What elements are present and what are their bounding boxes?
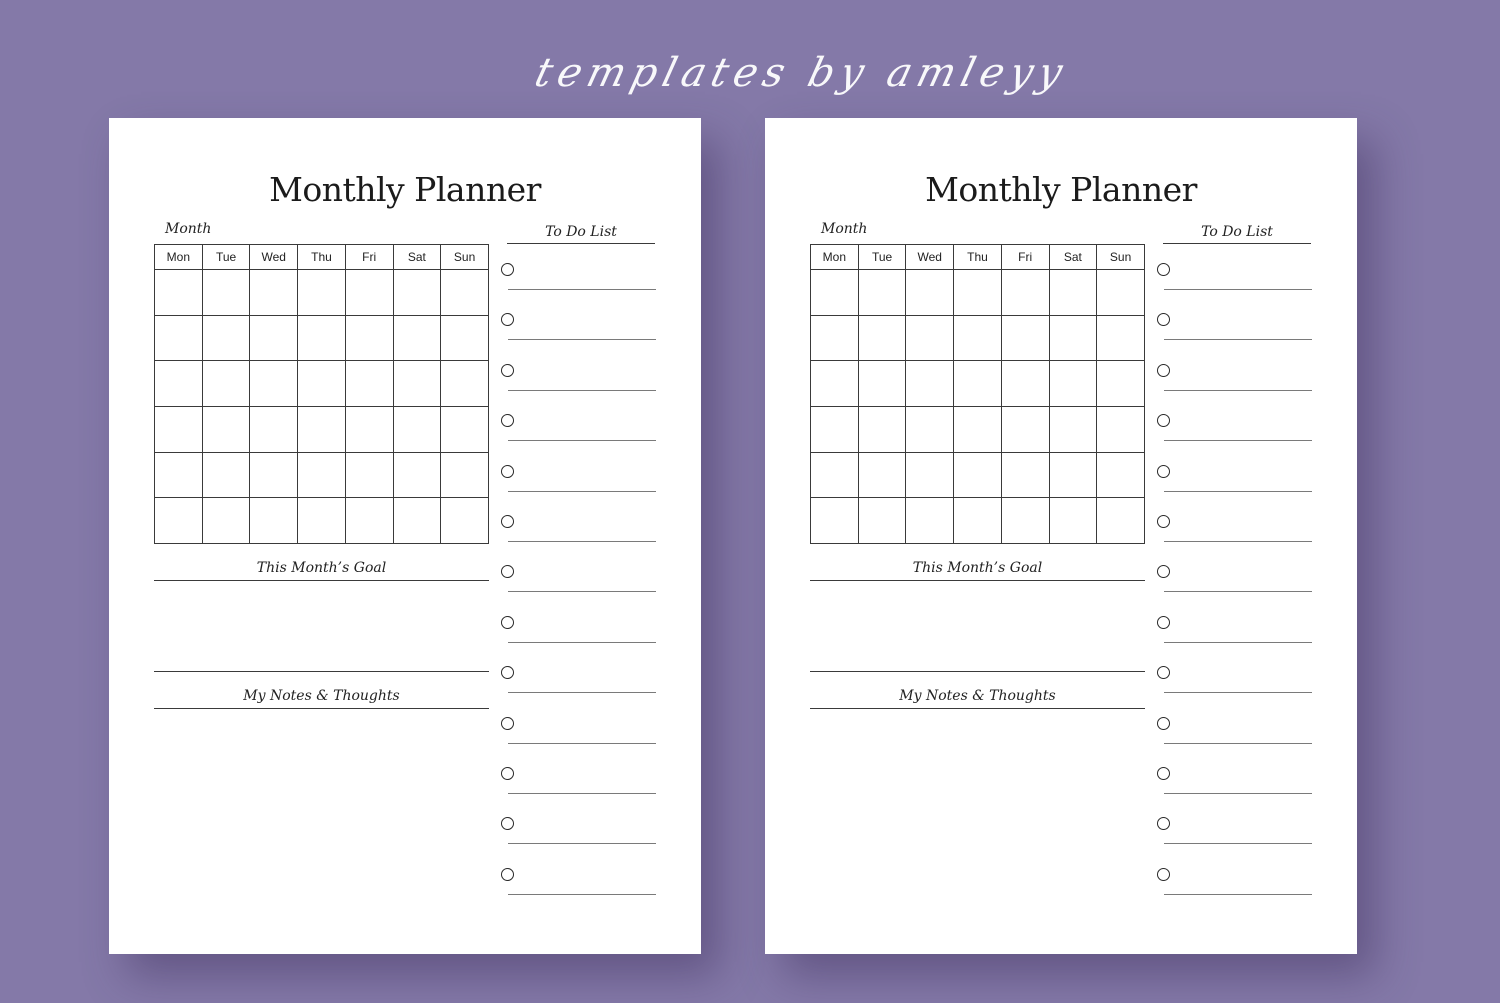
calendar-day-cell[interactable] <box>906 361 954 407</box>
calendar-day-cell[interactable] <box>954 406 1002 452</box>
calendar-week-row <box>811 498 1145 544</box>
todo-item <box>501 356 657 406</box>
todo-item <box>501 608 657 658</box>
goal-rule-top <box>154 580 489 581</box>
calendar-day-cell[interactable] <box>1049 406 1097 452</box>
calendar-day-cell[interactable] <box>155 406 203 452</box>
calendar-day-cell[interactable] <box>811 270 859 316</box>
weekday-header: Sun <box>441 245 489 270</box>
calendar-day-cell[interactable] <box>1049 315 1097 361</box>
brand-watermark: templates by amleyy <box>530 50 1074 96</box>
calendar-day-cell[interactable] <box>1097 270 1145 316</box>
calendar-day-cell[interactable] <box>441 361 489 407</box>
calendar-day-cell[interactable] <box>345 406 393 452</box>
todo-line[interactable] <box>1164 843 1312 844</box>
todo-line[interactable] <box>1164 390 1312 391</box>
month-label: Month <box>821 221 868 237</box>
todo-line[interactable] <box>508 440 656 441</box>
calendar-grid <box>810 244 1145 544</box>
todo-checkbox[interactable] <box>1157 616 1170 629</box>
calendar-day-cell[interactable] <box>298 498 346 544</box>
calendar-day-cell[interactable] <box>906 406 954 452</box>
calendar-day-cell[interactable] <box>1049 498 1097 544</box>
weekday-header: Thu <box>954 245 1002 270</box>
weekday-header: Wed <box>906 245 954 270</box>
calendar-day-cell[interactable] <box>202 406 250 452</box>
todo-line[interactable] <box>508 692 656 693</box>
todo-line[interactable] <box>508 894 656 895</box>
weekday-header: Sun <box>1097 245 1145 270</box>
page-title: Monthly Planner <box>269 170 541 209</box>
todo-heading: To Do List <box>545 224 617 240</box>
notes-rule <box>810 708 1145 709</box>
calendar-week-row <box>155 452 489 498</box>
todo-item <box>501 759 657 809</box>
calendar-day-cell[interactable] <box>298 361 346 407</box>
planner-page-right <box>765 118 1357 954</box>
todo-checkbox[interactable] <box>1157 868 1170 881</box>
calendar-day-cell[interactable] <box>202 361 250 407</box>
weekday-header-row <box>811 245 1145 270</box>
calendar-day-cell[interactable] <box>1097 406 1145 452</box>
todo-item <box>1157 860 1313 910</box>
todo-checkbox[interactable] <box>501 364 514 377</box>
notes-heading: My Notes & Thoughts <box>243 688 400 704</box>
calendar-day-cell[interactable] <box>155 452 203 498</box>
calendar-day-cell[interactable] <box>345 361 393 407</box>
page-title: Monthly Planner <box>925 170 1197 209</box>
calendar-day-cell[interactable] <box>906 498 954 544</box>
todo-item <box>501 860 657 910</box>
calendar-week-row <box>811 270 1145 316</box>
calendar-day-cell[interactable] <box>858 270 906 316</box>
calendar-day-cell[interactable] <box>811 452 859 498</box>
weekday-header-row <box>155 245 489 270</box>
weekday-header: Tue <box>202 245 250 270</box>
todo-line[interactable] <box>1164 692 1312 693</box>
calendar-day-cell[interactable] <box>250 452 298 498</box>
notes-heading: My Notes & Thoughts <box>899 688 1056 704</box>
todo-item <box>501 557 657 607</box>
todo-item <box>1157 658 1313 708</box>
calendar-day-cell[interactable] <box>811 315 859 361</box>
notes-rule <box>154 708 489 709</box>
todo-checkbox[interactable] <box>1157 313 1170 326</box>
todo-item <box>1157 557 1313 607</box>
goal-rule-bottom <box>154 671 489 672</box>
calendar-day-cell[interactable] <box>250 270 298 316</box>
weekday-header: Wed <box>250 245 298 270</box>
todo-item <box>501 709 657 759</box>
calendar-day-cell[interactable] <box>250 406 298 452</box>
calendar-day-cell[interactable] <box>202 270 250 316</box>
todo-item <box>1157 507 1313 557</box>
calendar-day-cell[interactable] <box>345 270 393 316</box>
todo-line[interactable] <box>1164 289 1312 290</box>
todo-checkbox[interactable] <box>1157 414 1170 427</box>
calendar-week-row <box>811 315 1145 361</box>
goal-rule-bottom <box>810 671 1145 672</box>
todo-item <box>1157 457 1313 507</box>
calendar-week-row <box>155 406 489 452</box>
calendar-day-cell[interactable] <box>202 315 250 361</box>
todo-line[interactable] <box>508 390 656 391</box>
todo-line[interactable] <box>508 591 656 592</box>
calendar-day-cell[interactable] <box>954 498 1002 544</box>
month-label: Month <box>165 221 212 237</box>
calendar-day-cell[interactable] <box>954 315 1002 361</box>
calendar-week-row <box>155 315 489 361</box>
calendar-day-cell[interactable] <box>1097 361 1145 407</box>
todo-item <box>1157 809 1313 859</box>
todo-checkbox[interactable] <box>1157 666 1170 679</box>
calendar-day-cell[interactable] <box>441 498 489 544</box>
goal-heading: This Month’s Goal <box>912 560 1043 576</box>
calendar-day-cell[interactable] <box>393 315 441 361</box>
todo-item <box>1157 759 1313 809</box>
calendar-day-cell[interactable] <box>858 452 906 498</box>
todo-line[interactable] <box>1164 440 1312 441</box>
calendar-day-cell[interactable] <box>345 498 393 544</box>
calendar-day-cell[interactable] <box>250 361 298 407</box>
todo-line[interactable] <box>508 843 656 844</box>
todo-item <box>501 305 657 355</box>
goal-rule-top <box>810 580 1145 581</box>
calendar-day-cell[interactable] <box>811 406 859 452</box>
todo-checkbox[interactable] <box>501 616 514 629</box>
calendar-day-cell[interactable] <box>1049 270 1097 316</box>
calendar-day-cell[interactable] <box>441 315 489 361</box>
todo-checkbox[interactable] <box>1157 717 1170 730</box>
todo-line[interactable] <box>1164 642 1312 643</box>
todo-line[interactable] <box>508 541 656 542</box>
weekday-header: Fri <box>345 245 393 270</box>
calendar-day-cell[interactable] <box>155 361 203 407</box>
todo-checkbox[interactable] <box>501 313 514 326</box>
calendar-day-cell[interactable] <box>811 361 859 407</box>
todo-line[interactable] <box>1164 491 1312 492</box>
calendar-day-cell[interactable] <box>393 498 441 544</box>
calendar-week-row <box>155 361 489 407</box>
todo-checkbox[interactable] <box>501 817 514 830</box>
todo-line[interactable] <box>508 289 656 290</box>
calendar-day-cell[interactable] <box>250 498 298 544</box>
calendar-day-cell[interactable] <box>1097 315 1145 361</box>
calendar-day-cell[interactable] <box>441 270 489 316</box>
todo-item <box>1157 255 1313 305</box>
todo-checkbox[interactable] <box>1157 515 1170 528</box>
weekday-header: Mon <box>811 245 859 270</box>
todo-checkbox[interactable] <box>501 767 514 780</box>
calendar-day-cell[interactable] <box>1049 452 1097 498</box>
todo-line[interactable] <box>1164 591 1312 592</box>
todo-checkbox[interactable] <box>501 666 514 679</box>
todo-item <box>501 255 657 305</box>
calendar-day-cell[interactable] <box>393 361 441 407</box>
calendar-day-cell[interactable] <box>298 452 346 498</box>
todo-checkbox[interactable] <box>501 565 514 578</box>
calendar-day-cell[interactable] <box>858 406 906 452</box>
calendar-day-cell[interactable] <box>1097 498 1145 544</box>
calendar-day-cell[interactable] <box>1049 361 1097 407</box>
calendar-day-cell[interactable] <box>954 452 1002 498</box>
todo-line[interactable] <box>1164 894 1312 895</box>
calendar-day-cell[interactable] <box>298 315 346 361</box>
calendar-week-row <box>811 361 1145 407</box>
calendar-day-cell[interactable] <box>1001 361 1049 407</box>
goal-heading: This Month’s Goal <box>256 560 387 576</box>
todo-item <box>1157 608 1313 658</box>
calendar-day-cell[interactable] <box>393 270 441 316</box>
todo-checkbox[interactable] <box>501 868 514 881</box>
calendar-day-cell[interactable] <box>1001 498 1049 544</box>
calendar-day-cell[interactable] <box>858 361 906 407</box>
calendar-day-cell[interactable] <box>954 361 1002 407</box>
weekday-header: Sat <box>1049 245 1097 270</box>
todo-item <box>1157 406 1313 456</box>
calendar-day-cell[interactable] <box>906 452 954 498</box>
weekday-header: Fri <box>1001 245 1049 270</box>
todo-checkbox[interactable] <box>501 465 514 478</box>
todo-checkbox[interactable] <box>1157 565 1170 578</box>
planner-page-left <box>109 118 701 954</box>
todo-line[interactable] <box>1164 793 1312 794</box>
calendar-day-cell[interactable] <box>1001 270 1049 316</box>
calendar-day-cell[interactable] <box>954 270 1002 316</box>
todo-line[interactable] <box>1164 743 1312 744</box>
todo-line[interactable] <box>1164 339 1312 340</box>
todo-heading: To Do List <box>1201 224 1273 240</box>
todo-checkbox[interactable] <box>1157 767 1170 780</box>
todo-item <box>501 507 657 557</box>
todo-heading-rule <box>1163 243 1311 244</box>
todo-item <box>1157 305 1313 355</box>
todo-checkbox[interactable] <box>1157 465 1170 478</box>
todo-checkbox[interactable] <box>1157 364 1170 377</box>
todo-checkbox[interactable] <box>501 515 514 528</box>
calendar-day-cell[interactable] <box>811 498 859 544</box>
calendar-day-cell[interactable] <box>441 452 489 498</box>
calendar-day-cell[interactable] <box>298 270 346 316</box>
calendar-day-cell[interactable] <box>155 498 203 544</box>
todo-item <box>501 457 657 507</box>
todo-item <box>1157 709 1313 759</box>
calendar-day-cell[interactable] <box>155 270 203 316</box>
todo-checkbox[interactable] <box>501 717 514 730</box>
calendar-day-cell[interactable] <box>1001 406 1049 452</box>
calendar-day-cell[interactable] <box>345 452 393 498</box>
calendar-day-cell[interactable] <box>1097 452 1145 498</box>
todo-item <box>1157 356 1313 406</box>
todo-checkbox[interactable] <box>501 414 514 427</box>
calendar-day-cell[interactable] <box>298 406 346 452</box>
todo-checkbox[interactable] <box>1157 263 1170 276</box>
todo-item <box>501 406 657 456</box>
todo-line[interactable] <box>508 339 656 340</box>
calendar-grid <box>154 244 489 544</box>
todo-line[interactable] <box>508 743 656 744</box>
calendar-day-cell[interactable] <box>906 315 954 361</box>
weekday-header: Tue <box>858 245 906 270</box>
weekday-header: Thu <box>298 245 346 270</box>
calendar-week-row <box>811 452 1145 498</box>
todo-line[interactable] <box>508 491 656 492</box>
calendar-day-cell[interactable] <box>858 498 906 544</box>
todo-item <box>501 809 657 859</box>
weekday-header: Sat <box>393 245 441 270</box>
calendar-day-cell[interactable] <box>1001 452 1049 498</box>
calendar-day-cell[interactable] <box>202 498 250 544</box>
calendar-day-cell[interactable] <box>345 315 393 361</box>
calendar-day-cell[interactable] <box>858 315 906 361</box>
todo-heading-rule <box>507 243 655 244</box>
calendar-day-cell[interactable] <box>393 452 441 498</box>
todo-checkbox[interactable] <box>501 263 514 276</box>
todo-item <box>501 658 657 708</box>
calendar-week-row <box>811 406 1145 452</box>
calendar-week-row <box>155 270 489 316</box>
calendar-day-cell[interactable] <box>1001 315 1049 361</box>
calendar-day-cell[interactable] <box>906 270 954 316</box>
weekday-header: Mon <box>155 245 203 270</box>
calendar-day-cell[interactable] <box>250 315 298 361</box>
todo-checkbox[interactable] <box>1157 817 1170 830</box>
todo-line[interactable] <box>508 793 656 794</box>
calendar-day-cell[interactable] <box>393 406 441 452</box>
calendar-day-cell[interactable] <box>441 406 489 452</box>
calendar-day-cell[interactable] <box>202 452 250 498</box>
calendar-day-cell[interactable] <box>155 315 203 361</box>
todo-line[interactable] <box>1164 541 1312 542</box>
calendar-week-row <box>155 498 489 544</box>
todo-line[interactable] <box>508 642 656 643</box>
